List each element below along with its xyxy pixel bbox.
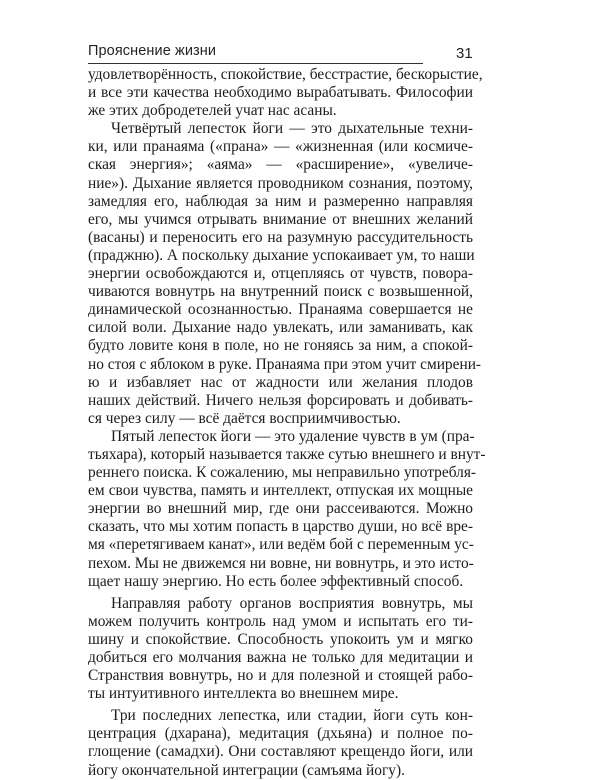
text-line: реннего поиска. К сожалению, мы неправильно употребля-	[88, 464, 477, 482]
text-line: силой воли. Дыхание надо увлекать, или заманивать, как	[88, 319, 473, 337]
paragraph	[88, 120, 482, 428]
text-line: энергии во внешний мир, где они рассеиваются. Можно	[88, 500, 473, 518]
text-line: Пятый лепесток йоги — это удаление чувств в ум (пра-	[111, 427, 475, 445]
text-line: ем свои чувства, память и интеллект, отпуская их мощные	[88, 482, 473, 500]
text-line: сказать, что мы хотим попасть в царство души, но всё вре-	[88, 518, 473, 536]
text-line: ю и избавляет нас от жадности или желания плодов	[88, 373, 473, 391]
text-line: йогу окончательной интеграции (самъяма йогу).	[88, 761, 405, 779]
text-line: глощение (самадхи). Они составляют крещендо йоги, или	[88, 743, 473, 761]
text-line: центрация (дхарана), медитация (дхьяна) и полное по-	[88, 725, 473, 743]
paragraph	[88, 707, 473, 779]
paragraph	[88, 427, 486, 591]
text-line: щает нашу энергию. Но есть более эффективный способ.	[88, 572, 464, 590]
text-line: его, мы учимся отрывать внимание от внешних желаний	[88, 210, 473, 228]
text-line: динамической осознанностью. Пранаяма совершается не	[88, 301, 473, 319]
paragraph	[88, 595, 473, 704]
text-line: (васаны) и переносить его на разумную рассудительность	[88, 228, 473, 246]
page-number: 31	[456, 45, 473, 62]
text-line: энергии освобождаются и, отцепляясь от чувств, повора-	[88, 265, 473, 283]
text-line: же этих добродетелей учат нас асаны.	[88, 102, 337, 120]
text-line: пехом. Мы не движемся ни вовне, ни вовнутрь, и это исто-	[88, 554, 474, 572]
text-line: можем получить контроль над умом и испытать его ти-	[88, 612, 473, 630]
text-line: тьяхара), который называется также сутью внешнего и внут-	[88, 445, 486, 463]
header-rule	[88, 63, 423, 64]
text-line: ся через силу — всё даётся восприимчивостью.	[88, 409, 401, 427]
paragraph	[88, 66, 483, 120]
text-line: Направляя работу органов восприятия вовнутрь, мы	[111, 594, 473, 612]
text-line: Четвёртый лепесток йоги — это дыхательные техни-	[111, 120, 473, 138]
text-line: (праджню). А поскольку дыхание успокаивает ум, то наши	[88, 246, 475, 264]
body-text	[88, 66, 486, 780]
text-line: и все эти качества необходимо вырабатывать. Философии	[88, 84, 473, 102]
text-line: мя «перетягиваем канат», или ведём бой с переменным ус-	[88, 536, 474, 554]
text-line: но стоя с яблоком в руке. Пранаяма при этом учит смирени-	[88, 355, 482, 373]
text-line: Три последних лепестка, или стадии, йоги суть кон-	[111, 707, 473, 725]
text-line: ты интуитивного интеллекта во внешнем мире.	[88, 685, 399, 703]
text-line: Странствия вовнутрь, но и для полезной и стоящей рабо-	[88, 667, 473, 685]
text-line: ки, или пранаяма («прана» — «жизненная (или космиче-	[88, 138, 473, 156]
text-line: ние»). Дыхание является проводником сознания, поэтому,	[88, 174, 473, 192]
text-line: добиться его молчания важна не только для медитации и	[88, 649, 473, 666]
text-line: шину и спокойствие. Способность упокоить ум и мягко	[88, 630, 473, 648]
text-line: ская энергия»; «аяма» — «расширение», «увеличе-	[88, 156, 473, 174]
text-line: будто ловите коня в поле, но не гоняясь за ним, а спокой-	[88, 337, 473, 355]
text-line: наших действий. Ничего нельзя форсировать и добивать-	[88, 391, 473, 409]
text-line: чиваются вовнутрь на внутренний поиск с возвышенной,	[88, 283, 473, 301]
text-line: замедляя его, наблюдая за ним и размеренно направляя	[88, 192, 473, 210]
running-title: Прояснение жизни	[88, 43, 217, 59]
text-line: удовлетворённость, спокойствие, бесстрастие, бескорыстие,	[88, 66, 483, 83]
